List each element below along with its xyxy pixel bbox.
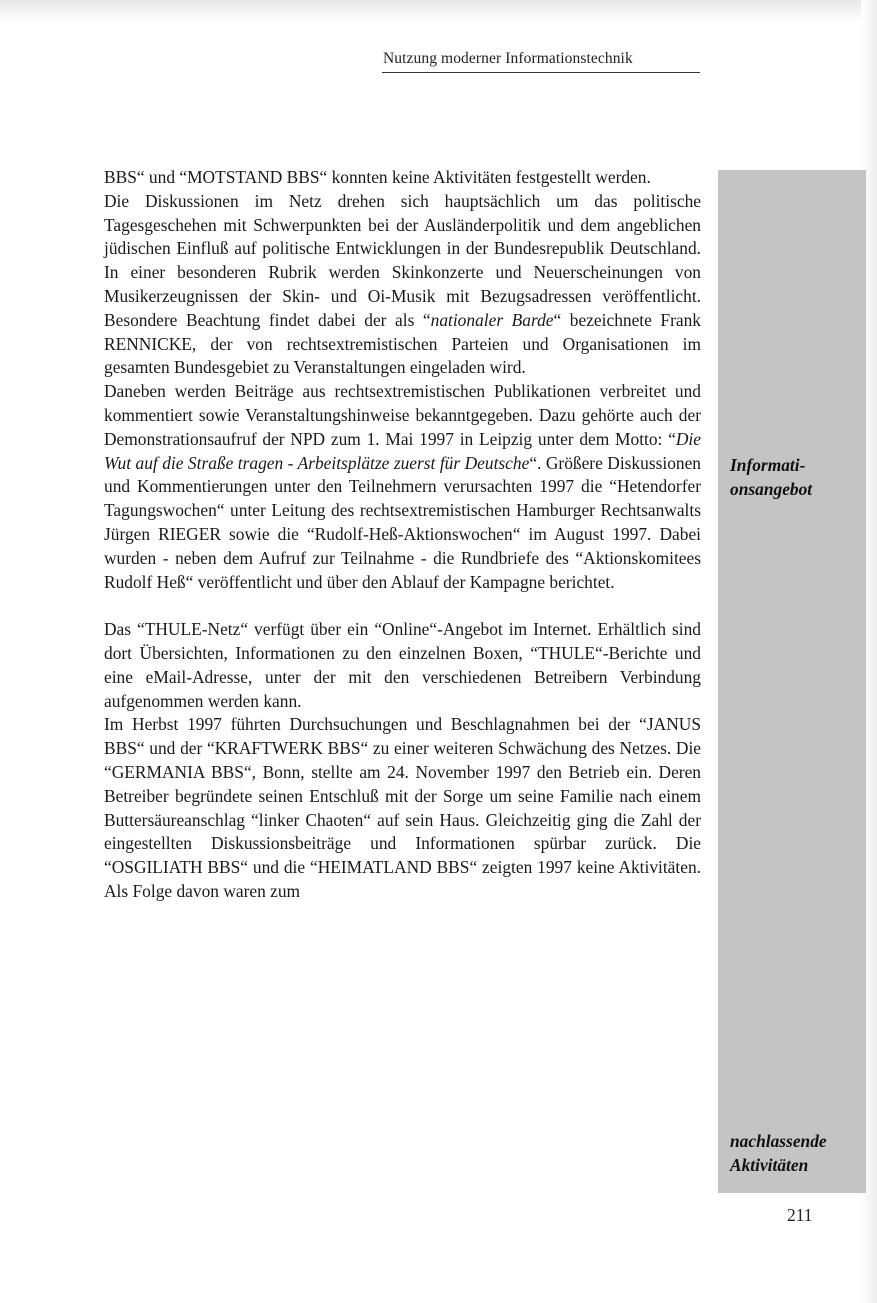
page-number: 211 xyxy=(787,1205,813,1225)
header-rule xyxy=(382,72,700,73)
paragraph-2-part-b: “ bezeichnete Frank RENNICKE, der von rechtsextremistischen Parteien und Organisationen im gesamten Bundesgebiet zu Veranstaltungen eingeladen wird. xyxy=(104,309,701,378)
margin-note-informationsangebot: Informati- onsangebot xyxy=(730,455,813,499)
body-text xyxy=(104,166,701,904)
paragraph-3-part-a: Daneben werden Beiträge aus rechtsextremistischen Publikationen verbreitet und kommentiert sowie Veranstaltungshinweise bekanntgegeben. Dazu gehörte auch der Demonstrationsaufruf der NPD zum 1. Mai 1997 in Leipzig unter dem Motto: “ xyxy=(104,381,701,449)
running-header: Nutzung moderner Informationstechnik xyxy=(383,50,633,67)
paragraph-2-italic: nationaler Barde xyxy=(430,309,554,330)
paragraph-1: BBS“ und “MOTSTAND BBS“ konnten keine Aktivitäten festgestellt werden. xyxy=(104,167,651,187)
paragraph-5: Im Herbst 1997 führten Durchsuchungen und Beschlagnahmen bei der “JANUS BBS“ und der “KRAFTWERK BBS“ zu einer weiteren Schwächung des Netzes. Die “GERMANIA BBS“, Bonn, stellte am 24. November 1997 den Betrieb ein. Deren Betreiber begründete seinen Entschluß mit der Sorge um seine Familie nach einem Buttersäureanschlag “linker Chaoten“ auf sein Haus. Gleichzeitig ging die Zahl der eingestellten Diskussionsbeiträge und Informationen spürbar zurück. Die “OSGILIATH BBS“ und die “HEIMATLAND BBS“ zeigten 1997 keine Aktivitäten. Als Folge davon waren zum xyxy=(104,714,701,901)
paragraph-3-part-b: “. Größere Diskussionen und Kommentierungen unter den Teilnehmern verursachten 1997 die “Hetendorfer Tagungswochen“ unter Leitung des rechtsextremistischen Hamburger Rechtsanwalts Jürgen RIEGER sowie die “Rudolf-Heß-Aktionswochen“ im August 1997. Dabei wurden - neben dem Aufruf zur Teilnahme - die Rundbriefe des “Aktionskomitees Rudolf Heß“ veröffentlicht und über den Ablauf der Kampagne berichtet. xyxy=(104,452,701,592)
paragraph-3 xyxy=(104,380,701,594)
paragraph-2 xyxy=(104,190,701,380)
margin-note-nachlassende-aktivitaeten: nachlassende Aktivitäten xyxy=(730,1131,827,1175)
paragraph-4: Das “THULE-Netz“ verfügt über ein “Online“-Angebot im Internet. Erhältlich sind dort Übersichten, Informationen zu den einzelnen Boxen, “THULE“-Berichte und eine eMail-Adresse, unter der mit den verschiedenen Betreibern Verbindung aufgenommen werden kann. xyxy=(104,619,701,711)
scan-top-shadow xyxy=(0,0,877,22)
paragraph-2-part-a: Die Diskussionen im Netz drehen sich hauptsächlich um das politische Tagesgeschehen mit Schwerpunkten bei der Ausländerpolitik und dem angeblichen jüdischen Einfluß auf politische Entwicklungen in der Bundesrepublik Deutschland. In einer besonderen Rubrik werden Skinkonzerte und Neuerscheinungen von Musikerzeugnissen der Skin- und Oi-Musik mit Bezugsadressen veröffentlicht. Besondere Beachtung findet dabei der als “ xyxy=(104,190,701,330)
margin-band xyxy=(718,170,866,1193)
paragraph-3-italic: Die Wut auf die Straße tragen - Arbeitsplätze zuerst für Deutsche xyxy=(104,428,701,473)
